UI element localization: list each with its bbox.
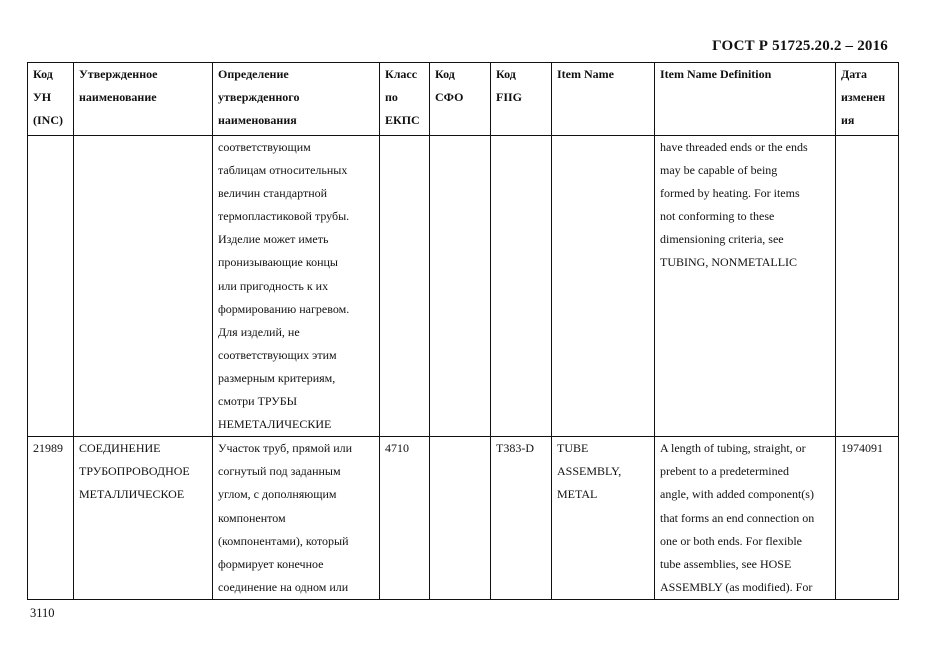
header-definition-ru bbox=[213, 63, 380, 136]
cell-line: 21989 bbox=[33, 441, 63, 456]
header-fiig bbox=[491, 63, 552, 136]
page-number: 3110 bbox=[30, 606, 55, 620]
cell-line: Изделие может иметь bbox=[218, 232, 329, 247]
cell-line: Дата bbox=[841, 67, 867, 81]
cell-name-ru bbox=[74, 437, 213, 600]
cell-line: Участок труб, прямой или bbox=[218, 441, 353, 456]
cell-line: соответствующих этим bbox=[218, 347, 337, 362]
cell-date bbox=[836, 437, 899, 600]
cell-line: tube assemblies, see HOSE bbox=[660, 556, 792, 571]
cell-line: согнутый под заданным bbox=[218, 464, 341, 479]
cell-line: углом, с дополняющим bbox=[218, 487, 337, 502]
header-sfo bbox=[430, 63, 491, 136]
cell-line: angle, with added component(s) bbox=[660, 487, 814, 502]
cell-line: или пригодность к их bbox=[218, 278, 329, 293]
cell-line: термопластиковой трубы. bbox=[218, 209, 350, 224]
cell-line: prebent to a predetermined bbox=[660, 464, 789, 479]
cell-line: УН bbox=[33, 90, 52, 105]
cell-line: METAL bbox=[557, 487, 598, 502]
cell-class bbox=[380, 437, 430, 600]
cell-line: смотри ТРУБЫ bbox=[218, 394, 298, 409]
cell-line: may be capable of being bbox=[660, 163, 778, 178]
cell-line: наименования bbox=[218, 113, 297, 128]
cell-line: СФО bbox=[435, 90, 464, 105]
cell-line: таблицам относительных bbox=[218, 163, 348, 178]
table-row bbox=[28, 437, 899, 600]
cell-line: Утвержденное bbox=[79, 67, 158, 81]
cell-line: компонентом bbox=[218, 510, 286, 525]
cell-line: (INC) bbox=[33, 113, 63, 128]
cell-line: ASSEMBLY, bbox=[557, 464, 622, 479]
cell-line: ЕКПС bbox=[385, 113, 420, 128]
cell-line: формированию нагревом. bbox=[218, 301, 350, 316]
cell-line: пронизывающие концы bbox=[218, 255, 338, 270]
cell-line: размерным критериям, bbox=[218, 370, 336, 385]
catalog-table bbox=[27, 62, 899, 600]
cell-line: A length of tubing, straight, or bbox=[660, 441, 806, 456]
cell-fiig bbox=[491, 136, 552, 437]
cell-line: Код bbox=[33, 67, 53, 81]
cell-line: 1974091 bbox=[841, 441, 883, 456]
cell-line: Код bbox=[496, 67, 516, 81]
cell-line: МЕТАЛЛИЧЕСКОЕ bbox=[79, 487, 185, 502]
cell-item-name bbox=[552, 136, 655, 437]
cell-definition-ru bbox=[213, 136, 380, 437]
cell-line: TUBING, NONMETALLIC bbox=[660, 255, 798, 270]
cell-line: Item Name Definition bbox=[660, 67, 772, 81]
header-item-name bbox=[552, 63, 655, 136]
cell-line: ТРУБОПРОВОДНОЕ bbox=[79, 464, 190, 479]
cell-definition-en bbox=[655, 437, 836, 600]
cell-line: соединение на одном или bbox=[218, 579, 349, 594]
cell-line: FIIG bbox=[496, 90, 523, 105]
cell-line: по bbox=[385, 90, 398, 105]
cell-line: have threaded ends or the ends bbox=[660, 140, 808, 154]
document-header: ГОСТ Р 51725.20.2 – 2016 bbox=[712, 38, 888, 54]
cell-line: Для изделий, не bbox=[218, 324, 300, 339]
cell-line: Класс bbox=[385, 67, 418, 81]
header-class bbox=[380, 63, 430, 136]
cell-definition-en bbox=[655, 136, 836, 437]
cell-name-ru bbox=[74, 136, 213, 437]
cell-line: Код bbox=[435, 67, 455, 81]
cell-line: dimensioning criteria, see bbox=[660, 232, 784, 247]
cell-line: НЕМЕТАЛИЧЕСКИЕ bbox=[218, 417, 332, 432]
header-name-ru bbox=[74, 63, 213, 136]
cell-line: formed by heating. For items bbox=[660, 186, 800, 201]
cell-line: one or both ends. For flexible bbox=[660, 533, 802, 548]
table-header-row bbox=[28, 63, 899, 136]
cell-line: not conforming to these bbox=[660, 209, 775, 224]
cell-class bbox=[380, 136, 430, 437]
cell-line: ия bbox=[841, 113, 855, 128]
table-row bbox=[28, 136, 899, 437]
cell-inc bbox=[28, 136, 74, 437]
cell-fiig bbox=[491, 437, 552, 600]
cell-sfo bbox=[430, 136, 491, 437]
cell-line: that forms an end connection on bbox=[660, 510, 815, 525]
cell-line: СОЕДИНЕНИЕ bbox=[79, 441, 161, 456]
cell-date bbox=[836, 136, 899, 437]
cell-line: Item Name bbox=[557, 67, 614, 81]
cell-line: формирует конечное bbox=[218, 556, 324, 571]
cell-line: ASSEMBLY (as modified). For bbox=[660, 579, 813, 594]
cell-line: (компонентами), который bbox=[218, 533, 349, 548]
cell-line: соответствующим bbox=[218, 140, 311, 154]
cell-line: наименование bbox=[79, 90, 157, 105]
cell-line: изменен bbox=[841, 90, 886, 105]
cell-item-name bbox=[552, 437, 655, 600]
cell-line: TUBE bbox=[557, 441, 589, 456]
cell-definition-ru bbox=[213, 437, 380, 600]
cell-line: Определение bbox=[218, 67, 289, 81]
cell-line: величин стандартной bbox=[218, 186, 328, 201]
cell-inc bbox=[28, 437, 74, 600]
header-date bbox=[836, 63, 899, 136]
header-item-name-definition bbox=[655, 63, 836, 136]
header-inc bbox=[28, 63, 74, 136]
cell-line: утвержденного bbox=[218, 90, 300, 105]
cell-line: 4710 bbox=[385, 441, 409, 456]
cell-line: T383-D bbox=[496, 441, 534, 456]
cell-sfo bbox=[430, 437, 491, 600]
